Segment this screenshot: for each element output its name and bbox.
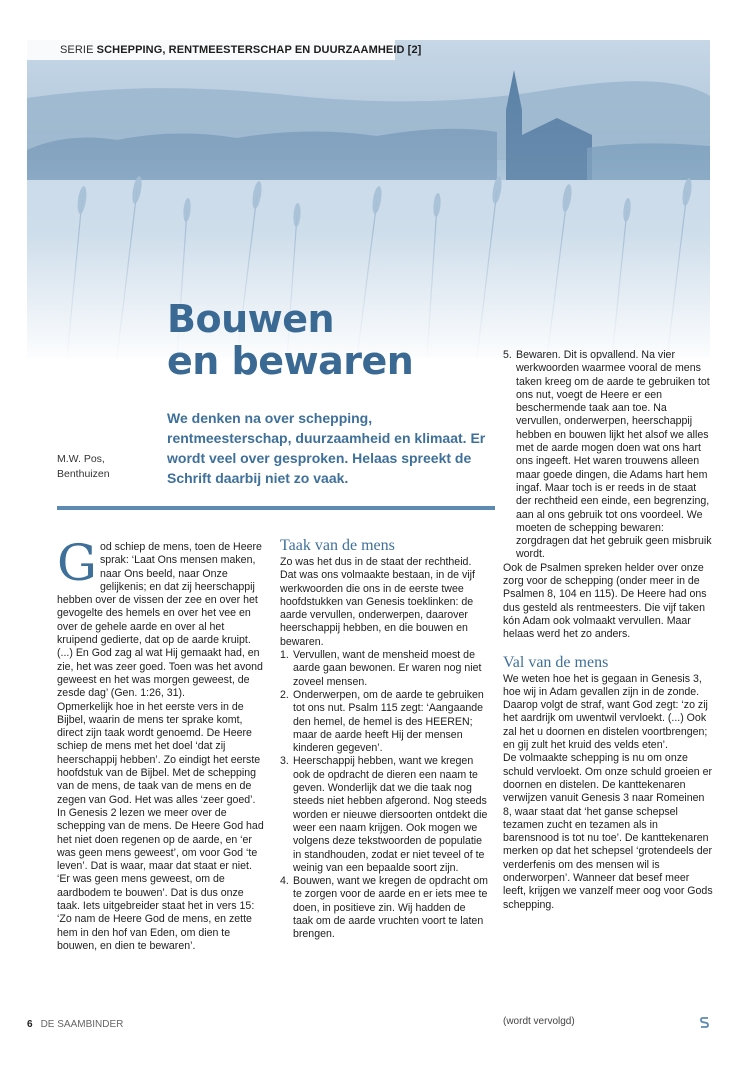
list-item bbox=[280, 689, 488, 755]
list-number: 2. bbox=[280, 688, 289, 701]
list-number: 1. bbox=[280, 649, 289, 662]
article-intro: We denken na over schepping, rentmeesterschap, duurzaamheid en klimaat. Er wordt veel over gesproken. Helaas spreekt de Schrift daarbij niet zo vaak. bbox=[167, 410, 486, 486]
section-divider bbox=[57, 506, 495, 510]
paragraph: Zo was het dus in de staat der rechtheid. Dat was ons volmaakte bestaan, in de vijf werkwoorden die ons in de eerste twee hoofdstukken van Genesis toeklinken: de aarde vervullen, onderwerpen, daarover heerschappij hebben, en die bouwen en bewaren. bbox=[280, 556, 475, 648]
series-title: SCHEPPING, RENTMEESTERSCHAP EN DUURZAAMHEID [2] bbox=[96, 44, 422, 56]
subheading-taak: Taak van de mens bbox=[280, 537, 395, 554]
list-text: Vervullen, want de mensheid moest de aarde gaan bewonen. Er waren nog niet zoveel mensen. bbox=[293, 649, 482, 688]
list-item bbox=[503, 349, 713, 562]
column-left bbox=[57, 534, 265, 953]
opening-text: od schiep de mens, toen de Heere sprak: ‘Laat Ons mensen maken, naar Ons beeld, naar Onze gelijkenis; en dat zij heerschappij hebben over de vissen der zee en over het gevogelte des hemels en over het vee en over de gehele aarde en over al het kruipend gedierte, dat op de aarde kruipt. (...) En God zag al wat Hij gemaakt had, en zie, het was zeer goed. Toen was het avond geweest en het was morgen geweest, de zesde dag’ (Gen. 1:26, 31). bbox=[57, 541, 263, 700]
list-item bbox=[280, 875, 488, 941]
column-right bbox=[503, 349, 713, 912]
paragraph: We weten hoe het is gegaan in Genesis 3, hoe wij in Adam gevallen zijn in de zonde. Daarop volgt de straf, want God zegt: ‘zo zij het aardrijk om uwentwil vervloekt. (...) Ook zal het u doornen en distelen voortbrengen; en gij zult het kruid des velds eten’. bbox=[503, 672, 708, 752]
title-line-2: en bewaren bbox=[167, 339, 414, 383]
magazine-name: DE SAAMBINDER bbox=[40, 1019, 124, 1030]
list-number: 4. bbox=[280, 875, 289, 888]
page-number: 6 bbox=[27, 1019, 33, 1030]
author-byline bbox=[57, 452, 110, 482]
numbered-list-continued bbox=[503, 349, 713, 562]
subheading-val: Val van de mens bbox=[503, 653, 609, 671]
paragraph: De volmaakte schepping is nu om onze schuld vervloekt. Om onze schuld groeien er doornen en distelen. De kanttekenaren verwijzen vanuit Genesis 3 naar Romeinen 8, waar staat dat ‘het ganse schepsel tezamen zucht en tezamen als in barensnood is tot nu toe’. De kanttekenaren merken op dat het schepsel ‘grotendeels der verderfenis om des mensen wil is onderworpen’. Wanneer dat besef meer leeft, krijgen we vanzelf meer oog voor Gods schepping. bbox=[503, 752, 713, 911]
article-title bbox=[167, 298, 413, 382]
numbered-list bbox=[280, 649, 488, 942]
title-line-1: Bouwen bbox=[167, 297, 335, 341]
list-item bbox=[280, 649, 488, 689]
list-text: Bouwen, want we kregen de opdracht om te zorgen voor de aarde en er iets mee te doen, in positieve zin. Wij hadden de taak om de aarde vruchten voort te laten brengen. bbox=[293, 875, 488, 941]
author-name: M.W. Pos, bbox=[57, 453, 105, 465]
list-text: Onderwerpen, om de aarde te gebruiken tot ons nut. Psalm 115 zegt: ‘Aangaande den hemel, de hemel is des HEEREN; maar de aarde heeft Hij der mensen kinderen gegeven’. bbox=[293, 688, 484, 755]
list-text: Heerschappij hebben, want we kregen ook de opdracht de dieren een naam te geven. Wonderlijk dat we die taak nog steeds niet hebben afgerond. Nog steeds worden er nieuwe diersoorten ontdekt die weer een naam krijgen. Ook mogen we volgens deze tekstwoorden de populatie in standhouden, zodat er niet teveel of te weinig van een bepaalde soort zijn. bbox=[293, 755, 488, 874]
column-middle bbox=[280, 537, 488, 942]
list-item bbox=[280, 755, 488, 875]
page-footer bbox=[27, 1019, 123, 1030]
list-text: Bewaren. Dit is opvallend. Na vier werkwoorden waarmee vooral de mens taken kreeg om de aarde te gebruiken tot ons nut, voegt de Heere er een beschermende taak aan toe. Na vervullen, onderwerpen, heerschappij hebben en bouwen lijkt het alsof we alles met de aarde mogen doen wat ons hart ons ingeeft. Het waren trouwens alleen maar goede dingen, die Adams hart hem ingaf. Maar toch is er reeds in de staat der rechtheid een einde, een begrenzing, aan al ons gebruik tot ons voordeel. We moeten de schepping bewaren: zorgdragen dat het gebruik geen misbruik wordt. bbox=[516, 349, 712, 561]
end-mark-icon bbox=[700, 1017, 709, 1028]
paragraph: Ook de Psalmen spreken helder over onze zorg voor de schepping (onder meer in de Psalmen 8, 104 en 115). De Heere had ons dus gesteld als rentmeesters. Die vijf taken kón Adam ook volmaakt vervullen. Maar helaas werd het zo anders. bbox=[503, 561, 707, 641]
paragraph: Opmerkelijk hoe in het eerste vers in de Bijbel, waarin de mens ter sprake komt, direct zijn taak wordt genoemd. De Heere schiep de mens met het doel ‘dat zij heerschappij hebben’. Zo eindigt het eerste hoofdstuk van de Bijbel. Met de schepping van de mens, de taak van de mens en de zegen van God. Het was alles ‘zeer goed’. bbox=[57, 700, 261, 806]
to-be-continued: (wordt vervolgd) bbox=[503, 1016, 575, 1027]
list-number: 3. bbox=[280, 755, 289, 768]
list-number: 5. bbox=[503, 349, 512, 361]
drop-cap: G bbox=[57, 534, 97, 592]
opening-paragraph bbox=[57, 534, 265, 701]
paragraph: In Genesis 2 lezen we meer over de schepping van de mens. De Heere God had het niet doen regenen op de aarde, en ‘er was geen mens geweest’, om voor God ‘te leven’. Dat is waar, maar dat staat er niet. ‘Er was geen mens geweest, om de aardbodem te bouwen’. Dat is dus onze taak. Iets uitgebreider staat het in vers 15: ‘Zo nam de Heere God de mens, en zette hem in den hof van Eden, om dien te bouwen, en dien te bewaren’. bbox=[57, 806, 264, 952]
series-label bbox=[27, 40, 422, 60]
series-prefix: SERIE bbox=[60, 44, 97, 56]
author-place: Benthuizen bbox=[57, 468, 110, 480]
